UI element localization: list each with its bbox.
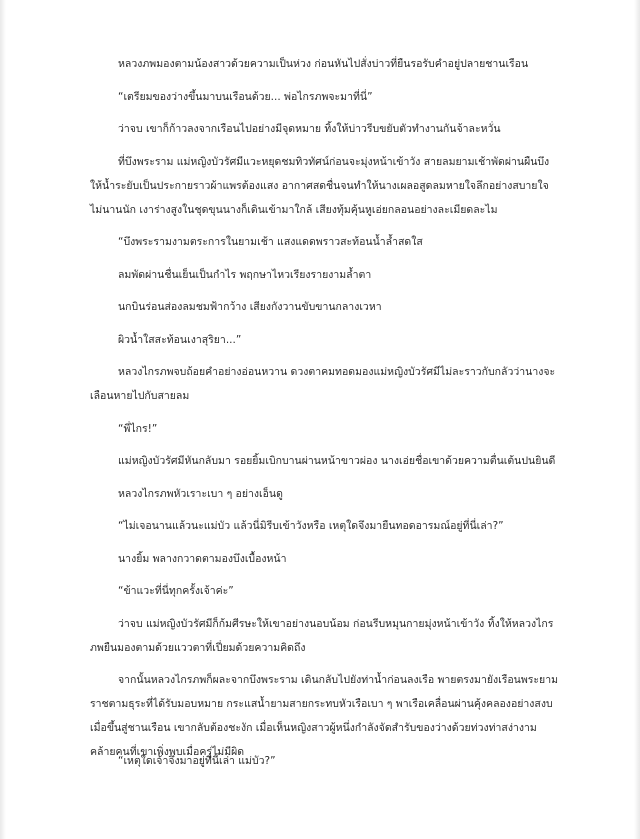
- dialogue-line: “ข้าแวะที่นี่ทุกครั้งเจ้าค่ะ”: [118, 585, 234, 597]
- poem-line: ลมพัดผ่านชื่นเย็นเป็นกำไร พฤกษาไหวเรียงรายงามล้ำตา: [118, 268, 372, 281]
- paragraph: ที่บึงพระราม แม่หญิงบัวรัศมีแวะหยุดชมทิวทัศน์ก่อนจะมุ่งหน้าเข้าวัง สายลมยามเช้าพัดผ่านผืนบึงให้น้ำระยับเป็นประกายราวผ้าแพรต้องแสง อากาศสดชื่นจนทำให้นางเผลอสูดลมหายใจลึกอย่างสบายใจ ไม่นานนัก เงาร่างสูงในชุดขุนนางก็เดินเข้ามาใกล้ เสียงทุ้มคุ้นหูเอ่ยกลอนอย่างละเมียดละไม: [90, 155, 550, 216]
- poem-line: “บึงพระรามงามตระการในยามเช้า แสงแดดพราวสะท้อนน้ำล้ำสดใส: [118, 236, 423, 248]
- document-body: [90, 52, 560, 781]
- paragraph: นางยิ้ม พลางกวาดตามองบึงเบื้องหน้า: [118, 552, 287, 565]
- dialogue-line: “พี่ไกร!”: [118, 422, 158, 435]
- poem-line: ผิวน้ำใสสะท้อนเงาสุริยา...”: [118, 333, 242, 346]
- page-shadow-left: [0, 0, 6, 839]
- poem-line: นกบินร่อนส่องลมชมฟ้ากว้าง เสียงกังวานขับขานกลางเวหา: [118, 301, 382, 313]
- paragraph: ว่าจบ เขาก็ก้าวลงจากเรือนไปอย่างมีจุดหมาย ทิ้งให้บ่าวรีบขยับตัวทำงานกันจ้าละหวั่น: [118, 123, 501, 135]
- paragraph: แม่หญิงบัวรัศมีหันกลับมา รอยยิ้มเบิกบานผ่านหน้าขาวผ่อง นางเอ่ยชื่อเขาด้วยความตื่นเต้นปนยินดี: [118, 455, 556, 467]
- paragraph: หลวงไกรภพหัวเราะเบา ๆ อย่างเอ็นดู: [118, 487, 283, 500]
- dialogue-line: “เหตุใดเจ้าจึงมาอยู่ที่นี่เล่า แม่บัว?”: [118, 754, 276, 767]
- page-shadow-right: [634, 0, 640, 839]
- paragraph: หลวงไกรภพจบถ้อยคำอย่างอ่อนหวาน ดวงตาคมทอดมองแม่หญิงบัวรัศมีไม่ละราวกับกลัวว่านางจะเลือนหายไปกับสายลม: [90, 366, 556, 402]
- paragraph: จากนั้นหลวงไกรภพก็ผละจากบึงพระราม เดินกลับไปยังท่าน้ำก่อนลงเรือ พายตรงมายังเรือนพระยามราชตามธุระที่ได้รับมอบหมาย กระแสน้ำยามสายกระทบหัวเรือเบา ๆ พาเรือเคลื่อนผ่านคุ้งคลองอย่างสงบ เมื่อขึ้นสู่ชานเรือน เขากลับต้องชะงัก เมื่อเห็นหญิงสาวผู้หนึ่งกำลังจัดสำรับของว่างด้วยท่วงท่าสง่างามคล้ายคนที่เขาเพิ่งพบเมื่อครู่ไม่มีผิด: [90, 674, 559, 758]
- paragraph: “เตรียมของว่างขึ้นมาบนเรือนด้วย... พ่อไกรภพจะมาที่นี่”: [118, 90, 373, 103]
- dialogue-line: “ไม่เจอนานแล้วนะแม่บัว แล้วนี่มิรีบเข้าวังหรือ เหตุใดจึงมายืนทอดอารมณ์อยู่ที่นี่เล่า?”: [118, 520, 504, 532]
- paragraph: หลวงภพมองตามน้องสาวด้วยความเป็นห่วง ก่อนหันไปสั่งบ่าวที่ยืนรอรับคำอยู่ปลายชานเรือน: [118, 58, 529, 70]
- paragraph: ว่าจบ แม่หญิงบัวรัศมีก็ก้มศีรษะให้เขาอย่างนอบน้อม ก่อนรีบหมุนกายมุ่งหน้าเข้าวัง ทิ้งให้หลวงไกรภพยืนมองตามด้วยแววตาที่เปี่ยมด้วยความคิดถึง: [90, 617, 554, 654]
